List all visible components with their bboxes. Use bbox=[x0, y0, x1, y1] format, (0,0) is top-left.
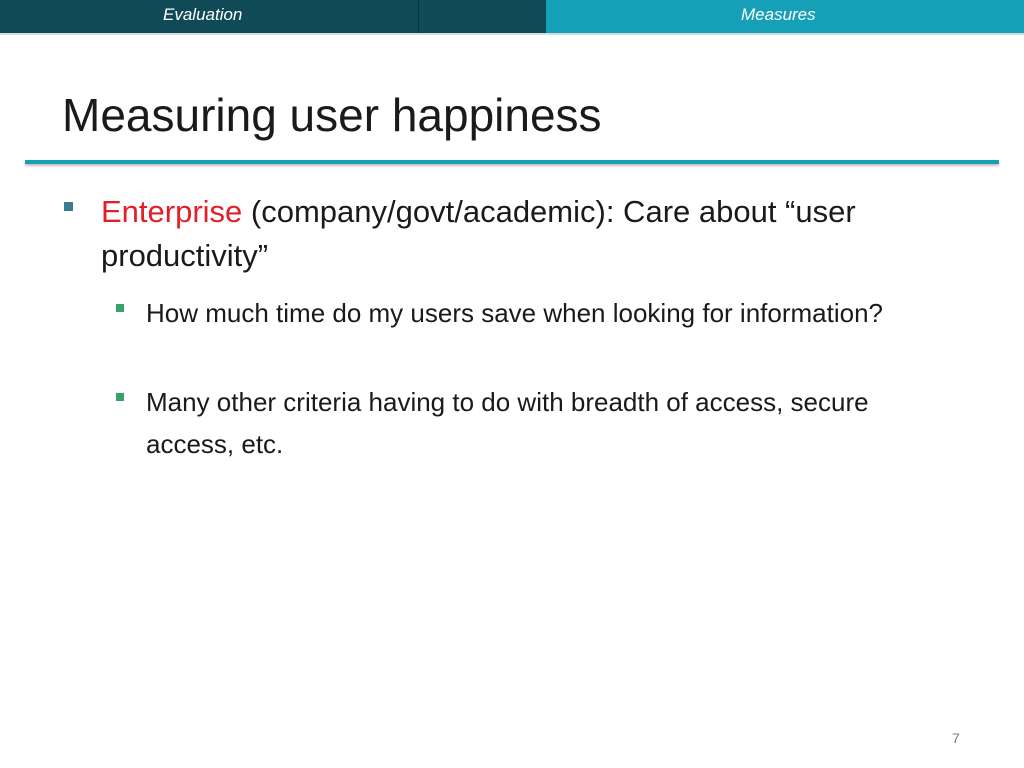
square-bullet-icon bbox=[64, 202, 73, 211]
nav-label-evaluation: Evaluation bbox=[163, 5, 243, 24]
bullet-level1 bbox=[64, 190, 964, 278]
slide-title: Measuring user happiness bbox=[62, 89, 602, 141]
bullet-level2-text: Many other criteria having to do with breadth of access, secure access, etc. bbox=[146, 387, 869, 459]
bullet-level2-text: How much time do my users save when looking for information? bbox=[146, 298, 883, 328]
square-bullet-icon bbox=[116, 393, 124, 401]
bullet-level2 bbox=[116, 292, 956, 334]
nav-shadow bbox=[0, 33, 1024, 35]
square-bullet-icon bbox=[116, 304, 124, 312]
bullet-level1-text bbox=[101, 190, 964, 278]
page-number: 7 bbox=[952, 730, 960, 746]
nav-section-measures[interactable] bbox=[546, 0, 1024, 33]
nav-section-evaluation[interactable] bbox=[0, 0, 546, 33]
bullet-level2 bbox=[116, 381, 956, 465]
nav-divider bbox=[418, 0, 419, 33]
bullet-highlight-term: Enterprise bbox=[101, 194, 243, 229]
bullet-level1-body: (company/govt/academic): Care about “user productivity” bbox=[101, 194, 856, 273]
title-underline bbox=[25, 160, 999, 164]
nav-label-measures: Measures bbox=[741, 5, 816, 24]
section-nav-bar bbox=[0, 0, 1024, 33]
